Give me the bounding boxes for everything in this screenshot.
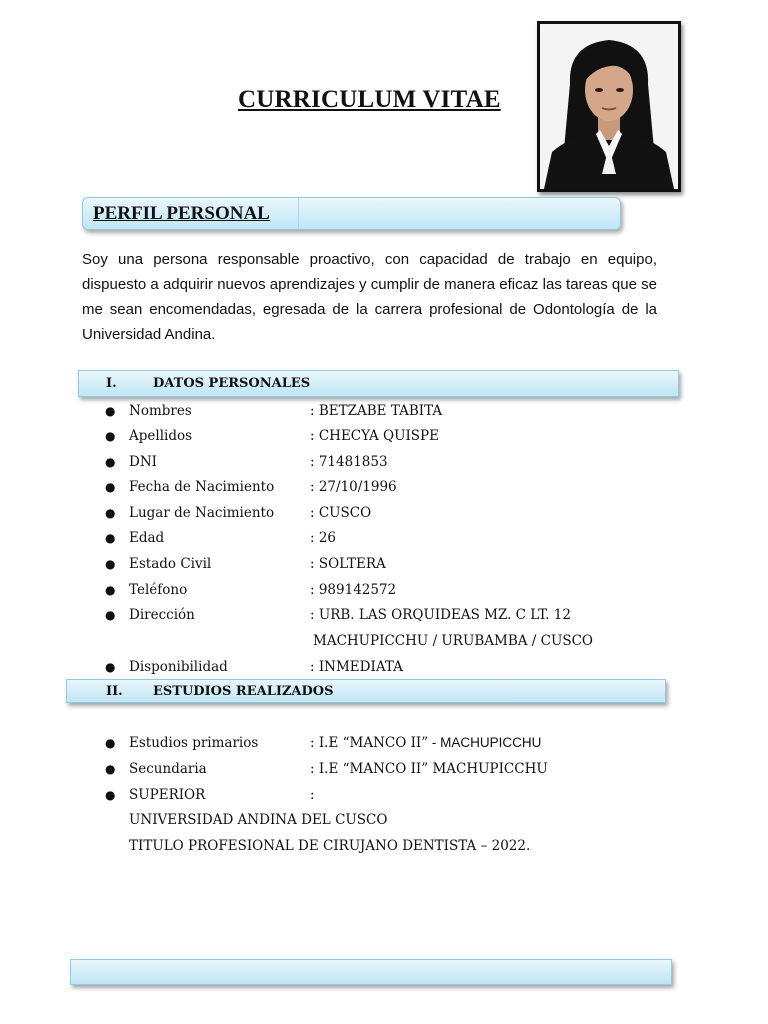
profile-heading: PERFIL PERSONAL [93,203,270,224]
education-section-header [66,679,666,703]
bullet-icon: ● [105,788,116,802]
bullet-icon: ● [105,762,116,776]
item-value: : BETZABE TABITA [310,403,443,419]
item-value: : [310,787,315,803]
item-label: Dirección [129,607,195,623]
item-label: Estado Civil [129,556,212,572]
item-label: Edad [129,530,165,546]
portrait-image [540,24,678,189]
bullet-icon: ● [105,660,116,674]
item-label: Disponibilidad [129,659,228,675]
bullet-icon: ● [105,531,116,545]
item-label: Apellidos [129,428,193,444]
profile-section-header [82,197,621,230]
address-line-2: MACHUPICCHU / URUBAMBA / CUSCO [313,633,593,649]
item-value: : CUSCO [310,505,372,521]
bullet-icon: ● [105,404,116,418]
item-label: Lugar de Nacimiento [129,505,275,521]
bullet-icon: ● [105,736,116,750]
superior-degree: TITULO PROFESIONAL DE CIRUJANO DENTISTA – 2022. [129,838,531,854]
item-value: : 989142572 [310,582,397,598]
item-label: SUPERIOR [129,787,206,803]
item-label: Fecha de Nacimiento [129,479,275,495]
item-value: : I.E “MANCO II” - MACHUPICCHU [310,735,542,751]
bullet-icon: ● [105,608,116,622]
profile-paragraph: Soy una persona responsable proactivo, con capacidad de trabajo en equipo, dispuesto a adquirir nuevos aprendizajes y cumplir de manera eficaz las tareas que se me sean encomendadas, egresada de la carrera profesional de Odontología de la Universidad Andina. [82,251,657,343]
bullet-icon: ● [105,429,116,443]
footer-band [70,959,672,985]
bullet-icon: ● [105,480,116,494]
item-label: Secundaria [129,761,207,777]
section-number: I. [106,376,117,391]
document-title: CURRICULUM VITAE [238,86,501,113]
item-value: : I.E “MANCO II” MACHUPICCHU [310,761,548,777]
item-value: : SOLTERA [310,556,386,572]
item-label: Teléfono [129,582,188,598]
item-value: : 27/10/1996 [310,479,397,495]
bullet-icon: ● [105,455,116,469]
personal-section-header [78,370,679,397]
item-label: Nombres [129,403,192,419]
item-value: : URB. LAS ORQUIDEAS MZ. C LT. 12 [310,607,571,623]
item-value: : INMEDIATA [310,659,403,675]
item-value: : 26 [310,530,337,546]
profile-photo [537,21,681,192]
section-heading: ESTUDIOS REALIZADOS [153,684,334,699]
item-value: : 71481853 [310,454,388,470]
bullet-icon: ● [105,583,116,597]
superior-institution: UNIVERSIDAD ANDINA DEL CUSCO [129,812,388,828]
item-label: DNI [129,454,157,470]
bullet-icon: ● [105,557,116,571]
section-heading: DATOS PERSONALES [153,376,311,391]
item-label: Estudios primarios [129,735,259,751]
item-value: : CHECYA QUISPE [310,428,439,444]
section-number: II. [106,684,123,699]
bullet-icon: ● [105,506,116,520]
